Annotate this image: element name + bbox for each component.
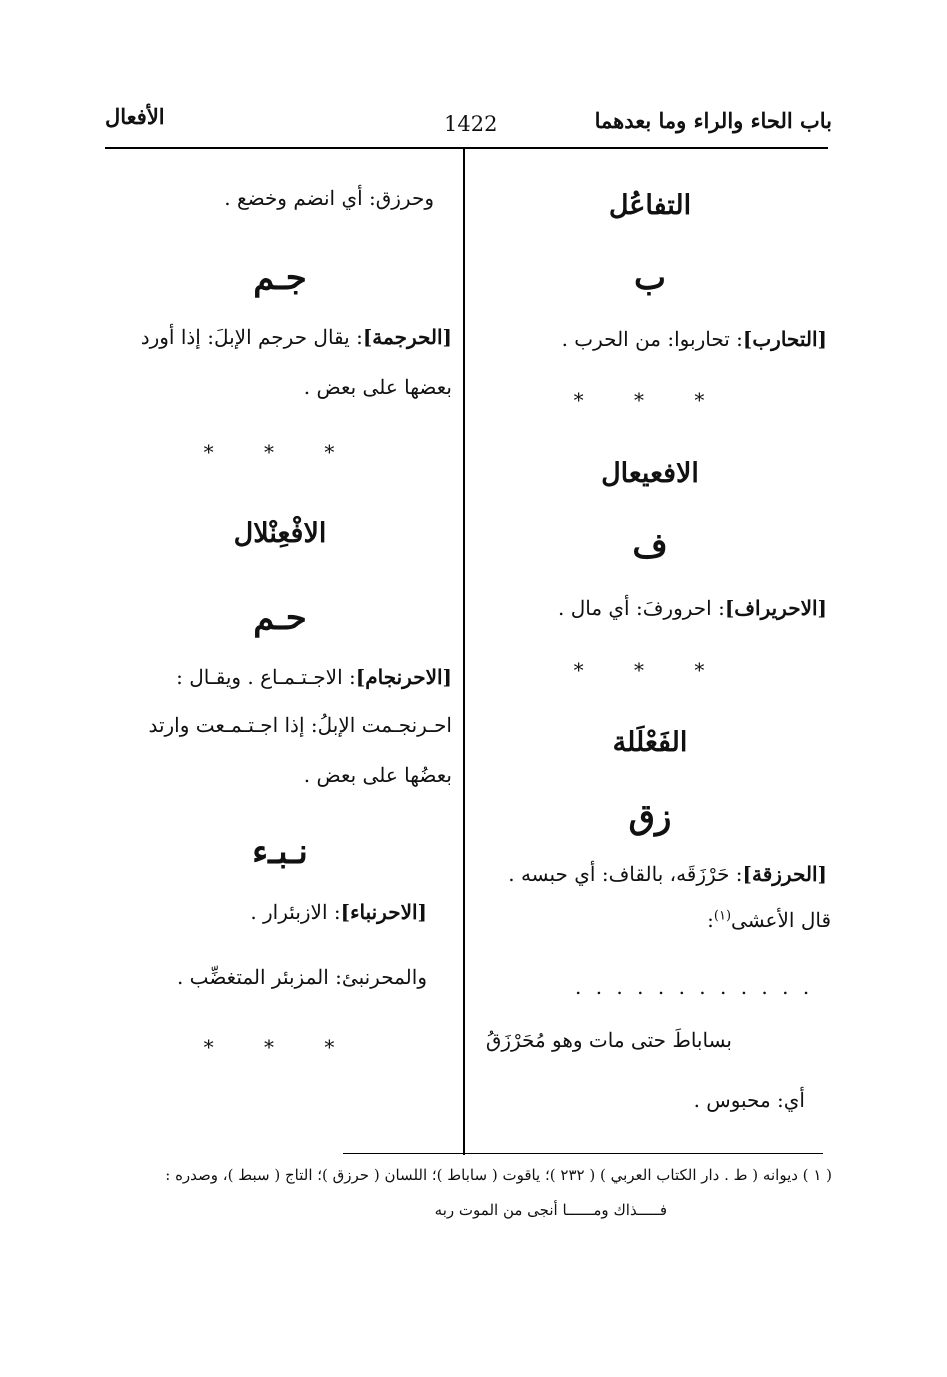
stars-divider: * * * bbox=[573, 388, 727, 412]
entry-term: [الحرزقة] bbox=[742, 862, 827, 886]
entry-text: : حَرْزَقَه، بالقاف: أي حبسه . bbox=[508, 862, 743, 886]
entry-muhrinbi: والمحرنبئ: المزبئر المتغضِّب . bbox=[176, 965, 427, 989]
root-hm: حـم bbox=[253, 598, 307, 638]
root-b: ب bbox=[633, 258, 666, 298]
entry-term: [الاحريراف] bbox=[724, 596, 827, 620]
entry-harjama-line1 bbox=[141, 325, 452, 349]
stars-divider: * * * bbox=[203, 440, 357, 464]
entry-text: : الازبئرار . bbox=[250, 900, 341, 924]
entry-term: [الاحرنجام] bbox=[355, 665, 452, 689]
section-title: الأفعال bbox=[105, 104, 165, 129]
stars-divider: * * * bbox=[573, 658, 727, 682]
column-divider bbox=[463, 149, 465, 1155]
heading-ifinlal: الافْعِنْلال bbox=[233, 518, 327, 549]
root-jm: جـم bbox=[253, 258, 307, 298]
chapter-title: باب الحاء والراء وما بعدهما bbox=[594, 108, 832, 133]
entry-text: : احرورفَ: أي مال . bbox=[557, 596, 725, 620]
entry-ihrinba bbox=[250, 900, 427, 924]
entry-term: [الاحرنباء] bbox=[340, 900, 427, 924]
entry-text: : الاجـتـمـاع . ويقـال : bbox=[176, 665, 356, 689]
entry-term: [الحرجمة] bbox=[362, 325, 452, 349]
verse-ellipsis: . . . . . . . . . . . . bbox=[575, 975, 814, 999]
header-rule bbox=[105, 147, 828, 149]
footnote-mark: (١) bbox=[713, 908, 732, 924]
entry-hrzq: وحرزق: أي انضم وخضع . bbox=[224, 186, 434, 210]
page-number: 1422 bbox=[444, 112, 498, 136]
verse: بساباطَ حتى مات وهو مُحَرْزَقُ bbox=[485, 1028, 732, 1052]
poet-line bbox=[707, 908, 831, 932]
footnote-line-1: ( ١ ) ديوانه ( ط . دار الكتاب العربي ) ( ٢٣٢ )؛ ياقوت ( ساباط )؛ اللسان ( حرزق )؛ التاج ( سبط )، وصدره : bbox=[165, 1166, 832, 1184]
root-f: ف bbox=[632, 526, 668, 566]
heading-falala: الفَعْلَلة bbox=[612, 727, 688, 758]
entry-ihrinjam-line2: احـرنجـمت الإبلُ: إذا اجـتـمـعت وارتد bbox=[148, 713, 452, 737]
entry-taharub bbox=[562, 327, 827, 351]
stars-divider: * * * bbox=[203, 1035, 357, 1059]
root-nba: نـبـء bbox=[252, 832, 308, 872]
heading-ifiaal: الافعيعال bbox=[601, 458, 699, 489]
entry-harzaqa bbox=[508, 862, 827, 886]
root-zq: زق bbox=[628, 797, 672, 837]
entry-harjama-line2: بعضها على بعض . bbox=[303, 375, 452, 399]
entry-ihriraf bbox=[558, 596, 827, 620]
entry-ihrinjam-line1 bbox=[176, 665, 452, 689]
entry-text: : يقال حرجم الإبلَ: إذا أورد bbox=[140, 325, 363, 349]
entry-term: [التحارب] bbox=[742, 327, 827, 351]
heading-tafaul: التفاعُل bbox=[608, 190, 692, 221]
entry-ihrinjam-line3: بعضُها على بعض . bbox=[303, 763, 452, 787]
poet-name: قال الأعشى bbox=[731, 908, 831, 932]
verse-gloss: أي: محبوس . bbox=[693, 1088, 805, 1112]
footnote-line-2: فـــــذاك ومــــــا أنجى من الموت ربه bbox=[434, 1201, 667, 1219]
poet-colon: : bbox=[707, 908, 714, 932]
entry-text: : تحاربوا: من الحرب . bbox=[561, 327, 743, 351]
footnote-rule bbox=[343, 1153, 823, 1154]
